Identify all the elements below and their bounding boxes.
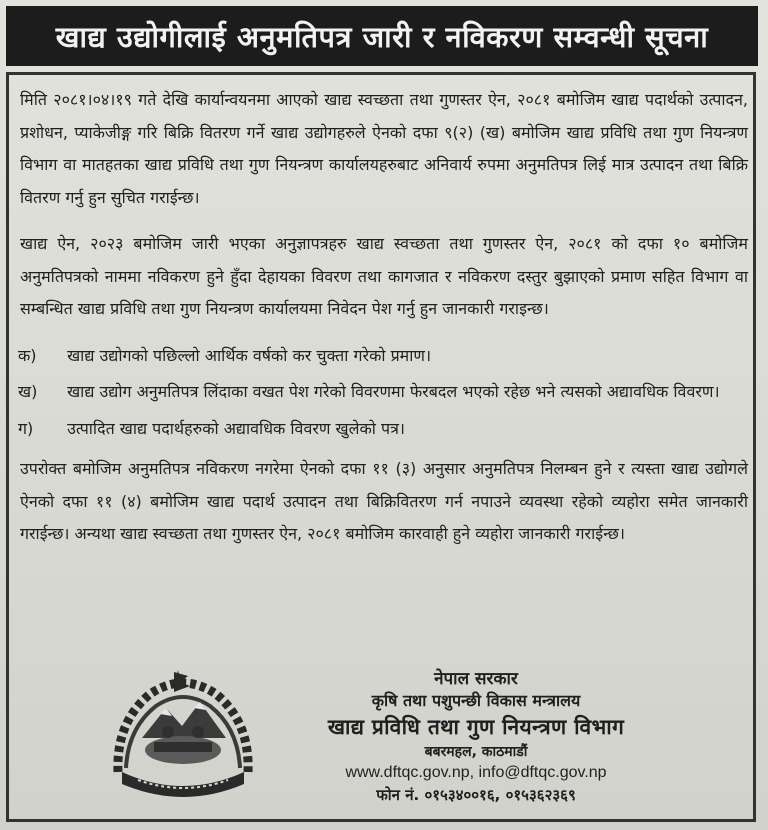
notice-body [20,84,748,565]
list-marker: ख) [18,382,38,401]
issuer-address: बबरमहल, काठमाडौं [424,744,528,760]
required-documents-list [20,340,748,446]
list-item [20,376,748,409]
list-item [20,340,748,373]
list-item-text: उत्पादित खाद्य पदार्थहरुको अद्यावधिक विवरण खुलेको पत्र। [67,418,405,438]
issuer-ministry: कृषि तथा पशुपन्छी विकास मन्त्रालय [371,691,581,710]
notice-title: खाद्य उद्योगीलाई अनुमतिपत्र जारी र नविकरण सम्वन्धी सूचना [6,6,758,66]
issuer-phone: फोन नं. ०१५३४००१६, ०१५३६२३६९ [376,786,576,804]
nepal-government-emblem-icon [108,668,258,798]
list-item-text: खाद्य उद्योग अनुमतिपत्र लिंदाका वखत पेश गरेको विवरणमा फेरबदल भएको रहेछ भने त्यसको अद्यावधिक विवरण। [67,382,720,401]
list-item-text: खाद्य उद्योगको पछिल्लो आर्थिक वर्षको कर चुक्ता गरेको प्रमाण। [67,345,432,365]
paragraph-penalty-warning: उपरोक्त बमोजिम अनुमतिपत्र नविकरण नगरेमा ऐनको दफा ११ (३) अनुसार अनुमतिपत्र निलम्बन हुने र त्यस्ता खाद्य उद्योगले ऐनको दफा ११ (४) बमोजिम खाद्य पदार्थ उत्पादन तथा बिक्रिवितरण गर्न नपाउने व्यवस्था रहेको व्यहोरा समेत जानकारी गराईन्छ। अन्यथा खाद्य स्वच्छता तथा गुणस्तर ऐन, २०८१ बमोजिम कारवाही हुने व्यहोरा जानकारी गराईन्छ। [20,459,748,543]
issuer-web-email: www.dftqc.gov.np, info@dftqc.gov.np [345,764,607,781]
issuer-department: खाद्य प्रविधि तथा गुण नियन्त्रण विभाग [327,715,625,739]
paragraph-license-requirement: मिति २०८१।०४।१९ गते देखि कार्यान्वयनमा आएको खाद्य स्वच्छता तथा गुणस्तर ऐन, २०८१ बमोजिम खाद्य पदार्थको उत्पादन, प्रशोधन, प्याकेजीङ्ग गरि बिक्रि वितरण गर्ने खाद्य उद्योगहरुले ऐनको दफा ९(२) (ख) बमोजिम खाद्य प्रविधि तथा गुण नियन्त्रण विभाग वा मातहतका खाद्य प्रविधि तथा गुण नियन्त्रण कार्यालयहरुबाट अनिवार्य रुपमा अनुमतिपत्र लिई मात्र उत्पादन तथा बिक्रि वितरण गर्नु हुन सुचित गराईन्छ। [20,90,748,207]
issuer-government: नेपाल सरकार [434,669,518,689]
issuer-block [266,668,686,806]
list-marker: क) [18,345,37,365]
list-item [20,413,748,446]
paragraph-renewal-instructions: खाद्य ऐन, २०२३ बमोजिम जारी भएका अनुज्ञापत्रहरु खाद्य स्वच्छता तथा गुणस्तर ऐन, २०८१ को दफा १० बमोजिम अनुमतिपत्रको नाममा नविकरण हुने हुँदा देहायका विवरण तथा कागजात र नविकरण दस्तुर बुझाएको प्रमाण सहित विभाग वा सम्बन्धित खाद्य प्रविधि तथा गुण नियन्त्रण कार्यालयमा निवेदन पेश गर्नु हुन जानकारी गराइन्छ। [20,234,748,318]
list-marker: ग) [18,418,34,438]
